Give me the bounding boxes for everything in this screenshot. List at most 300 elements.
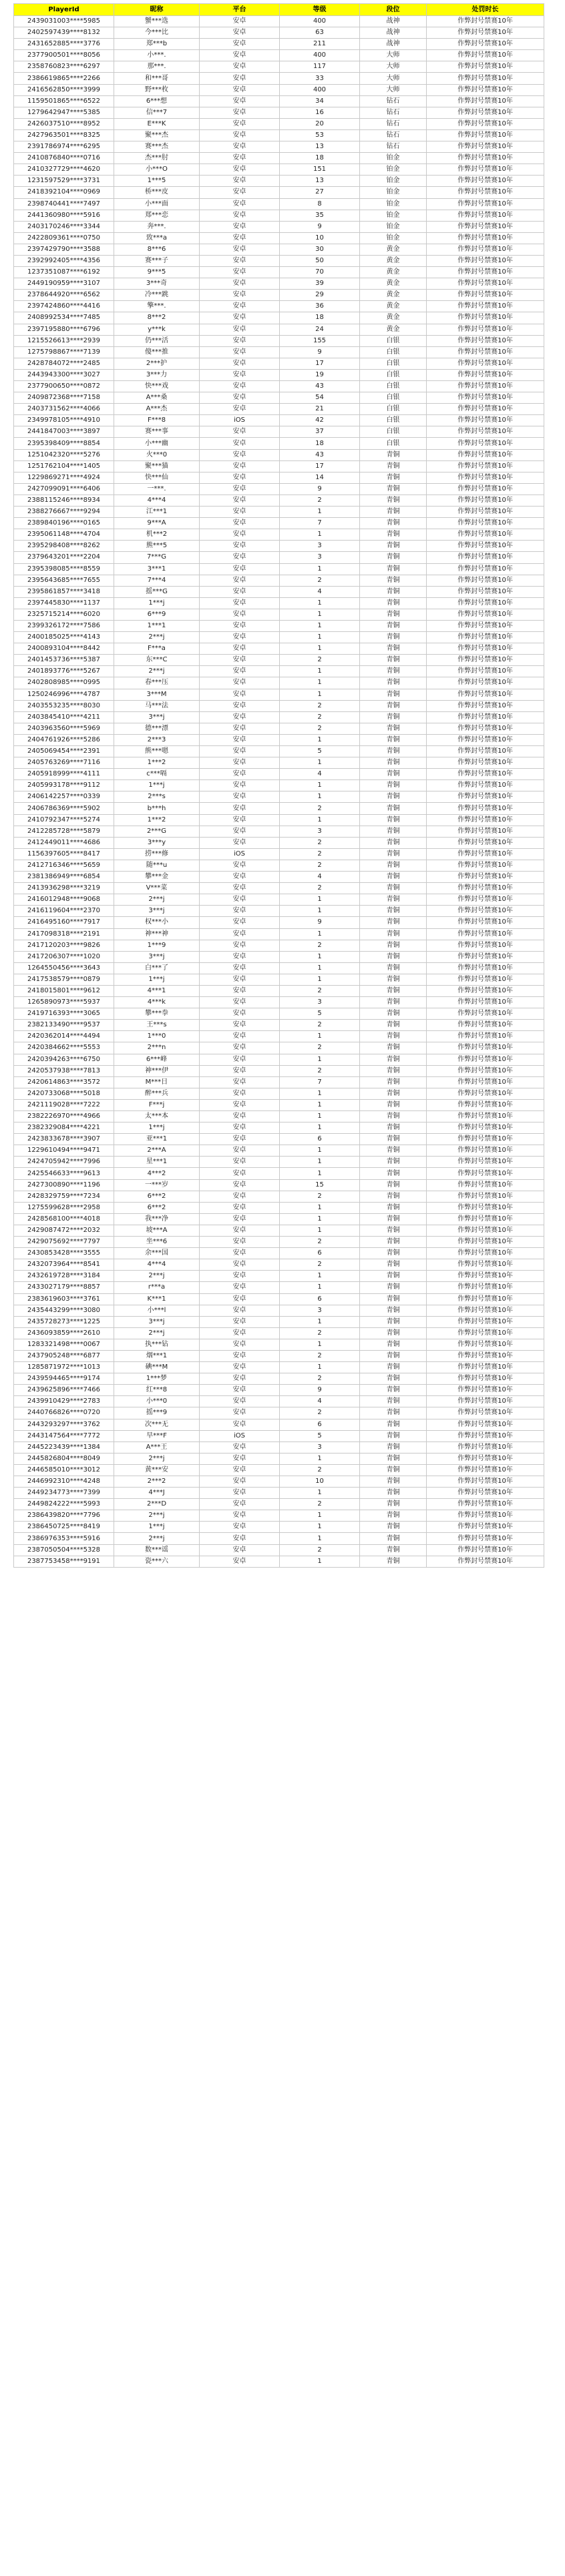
nickname-cell: 8***6 bbox=[114, 244, 200, 255]
player-id-cell: 2398740441****7497 bbox=[14, 198, 114, 210]
player-id-cell: 2449234773****7399 bbox=[14, 1488, 114, 1499]
nickname-cell: 3***1 bbox=[114, 563, 200, 575]
platform-cell: 安卓 bbox=[200, 711, 280, 723]
platform-cell: 安卓 bbox=[200, 1179, 280, 1191]
rank-cell: 青铜 bbox=[360, 906, 427, 917]
level-cell: 3 bbox=[280, 541, 360, 552]
platform-cell: 安卓 bbox=[200, 518, 280, 529]
table-row bbox=[14, 1407, 544, 1419]
platform-cell: 安卓 bbox=[200, 358, 280, 369]
player-id-cell: 2395643685****7655 bbox=[14, 575, 114, 586]
level-cell: 1 bbox=[280, 609, 360, 620]
platform-cell: 安卓 bbox=[200, 1042, 280, 1054]
header-rank: 段位 bbox=[360, 4, 427, 16]
rank-cell: 青铜 bbox=[360, 597, 427, 609]
nickname-cell: 2***A bbox=[114, 1145, 200, 1157]
platform-cell: 安卓 bbox=[200, 928, 280, 940]
player-id-cell: 2445826804****8049 bbox=[14, 1453, 114, 1464]
level-cell: 33 bbox=[280, 73, 360, 84]
table-row bbox=[14, 757, 544, 769]
level-cell: 34 bbox=[280, 95, 360, 107]
platform-cell: 安卓 bbox=[200, 129, 280, 141]
nickname-cell: V***菜 bbox=[114, 883, 200, 894]
penalty-cell: 作弊封号禁赛10年 bbox=[427, 369, 544, 380]
player-id-cell: 2405069454****2391 bbox=[14, 746, 114, 757]
player-id-cell: 2402808985****0995 bbox=[14, 677, 114, 689]
player-id-cell: 1215526613****2939 bbox=[14, 335, 114, 346]
platform-cell: 安卓 bbox=[200, 1488, 280, 1499]
player-id-cell: 2417120203****9826 bbox=[14, 940, 114, 951]
rank-cell: 青铜 bbox=[360, 1076, 427, 1088]
penalty-cell: 作弊封号禁赛10年 bbox=[427, 267, 544, 278]
rank-cell: 青铜 bbox=[360, 666, 427, 677]
rank-cell: 青铜 bbox=[360, 1213, 427, 1225]
platform-cell: 安卓 bbox=[200, 1259, 280, 1271]
rank-cell: 青铜 bbox=[360, 1054, 427, 1065]
penalty-cell: 作弊封号禁赛10年 bbox=[427, 1522, 544, 1533]
level-cell: 1 bbox=[280, 1556, 360, 1567]
nickname-cell: 3***j bbox=[114, 951, 200, 962]
penalty-cell: 作弊封号禁赛10年 bbox=[427, 1008, 544, 1020]
rank-cell: 青铜 bbox=[360, 655, 427, 666]
player-id-cell: 2395398085****8559 bbox=[14, 563, 114, 575]
platform-cell: 安卓 bbox=[200, 1191, 280, 1202]
nickname-cell: 次***无 bbox=[114, 1419, 200, 1430]
table-row bbox=[14, 711, 544, 723]
platform-cell: 安卓 bbox=[200, 1407, 280, 1419]
penalty-cell: 作弊封号禁赛10年 bbox=[427, 1111, 544, 1122]
rank-cell: 青铜 bbox=[360, 917, 427, 928]
rank-cell: 铂金 bbox=[360, 176, 427, 187]
table-row bbox=[14, 848, 544, 860]
platform-cell: 安卓 bbox=[200, 1350, 280, 1361]
penalty-cell: 作弊封号禁赛10年 bbox=[427, 1134, 544, 1145]
player-id-cell: 1250246996****4787 bbox=[14, 689, 114, 700]
level-cell: 43 bbox=[280, 449, 360, 460]
level-cell: 14 bbox=[280, 472, 360, 483]
penalty-cell: 作弊封号禁赛10年 bbox=[427, 541, 544, 552]
rank-cell: 铂金 bbox=[360, 198, 427, 210]
penalty-cell: 作弊封号禁赛10年 bbox=[427, 415, 544, 426]
platform-cell: 安卓 bbox=[200, 381, 280, 392]
player-id-cell: 1275599628****2958 bbox=[14, 1202, 114, 1213]
nickname-cell: 3***力 bbox=[114, 369, 200, 380]
platform-cell: 安卓 bbox=[200, 346, 280, 358]
level-cell: 24 bbox=[280, 324, 360, 335]
player-id-cell: 2412285728****5879 bbox=[14, 826, 114, 837]
level-cell: 3 bbox=[280, 1305, 360, 1316]
platform-cell: 安卓 bbox=[200, 1339, 280, 1350]
player-id-cell: 2403170246****3344 bbox=[14, 221, 114, 232]
rank-cell: 青铜 bbox=[360, 1396, 427, 1407]
platform-cell: 安卓 bbox=[200, 563, 280, 575]
table-row bbox=[14, 1510, 544, 1522]
nickname-cell: 红***8 bbox=[114, 1385, 200, 1396]
nickname-cell: 权***小 bbox=[114, 917, 200, 928]
player-id-cell: 2410876840****0716 bbox=[14, 153, 114, 164]
penalty-cell: 作弊封号禁赛10年 bbox=[427, 232, 544, 244]
platform-cell: 安卓 bbox=[200, 962, 280, 974]
platform-cell: 安卓 bbox=[200, 61, 280, 73]
level-cell: 53 bbox=[280, 129, 360, 141]
table-row bbox=[14, 791, 544, 803]
rank-cell: 青铜 bbox=[360, 1122, 427, 1134]
platform-cell: 安卓 bbox=[200, 1316, 280, 1327]
rank-cell: 青铜 bbox=[360, 814, 427, 826]
rank-cell: 白银 bbox=[360, 426, 427, 438]
table-row bbox=[14, 1544, 544, 1556]
nickname-cell: 小***l bbox=[114, 1305, 200, 1316]
nickname-cell: 春***压 bbox=[114, 677, 200, 689]
player-id-cell: 2427300890****1196 bbox=[14, 1179, 114, 1191]
penalty-cell: 作弊封号禁赛10年 bbox=[427, 1316, 544, 1327]
level-cell: 1 bbox=[280, 1157, 360, 1168]
penalty-cell: 作弊封号禁赛10年 bbox=[427, 460, 544, 472]
rank-cell: 青铜 bbox=[360, 723, 427, 734]
nickname-cell: 6***峰 bbox=[114, 1054, 200, 1065]
platform-cell: 安卓 bbox=[200, 232, 280, 244]
level-cell: 21 bbox=[280, 404, 360, 415]
player-id-cell: 2428568100****4018 bbox=[14, 1213, 114, 1225]
nickname-cell: 快***戏 bbox=[114, 381, 200, 392]
rank-cell: 黄金 bbox=[360, 267, 427, 278]
platform-cell: 安卓 bbox=[200, 1373, 280, 1385]
player-id-cell: 2386439820****7796 bbox=[14, 1510, 114, 1522]
player-id-cell: 2408992534****7485 bbox=[14, 312, 114, 324]
rank-cell: 大师 bbox=[360, 84, 427, 95]
platform-cell: 安卓 bbox=[200, 1385, 280, 1396]
level-cell: 2 bbox=[280, 700, 360, 711]
level-cell: 1 bbox=[280, 1168, 360, 1179]
penalty-cell: 作弊封号禁赛10年 bbox=[427, 381, 544, 392]
player-id-cell: 2432073964****8541 bbox=[14, 1259, 114, 1271]
penalty-cell: 作弊封号禁赛10年 bbox=[427, 951, 544, 962]
level-cell: 1 bbox=[280, 620, 360, 631]
nickname-cell: 1***j bbox=[114, 1122, 200, 1134]
rank-cell: 白银 bbox=[360, 358, 427, 369]
rank-cell: 青铜 bbox=[360, 1145, 427, 1157]
penalty-cell: 作弊封号禁赛10年 bbox=[427, 677, 544, 689]
player-id-cell: 2395061148****4704 bbox=[14, 529, 114, 541]
level-cell: 1 bbox=[280, 734, 360, 745]
player-id-cell: 2410327729****4620 bbox=[14, 164, 114, 176]
nickname-cell: F***j bbox=[114, 1099, 200, 1110]
table-row bbox=[14, 198, 544, 210]
rank-cell: 青铜 bbox=[360, 689, 427, 700]
rank-cell: 黄金 bbox=[360, 301, 427, 312]
nickname-cell: 2***j bbox=[114, 894, 200, 906]
penalty-cell: 作弊封号禁赛10年 bbox=[427, 255, 544, 266]
player-id-cell: 2416495160****7917 bbox=[14, 917, 114, 928]
player-id-cell: 2386976353****5916 bbox=[14, 1533, 114, 1544]
platform-cell: 安卓 bbox=[200, 392, 280, 404]
penalty-cell: 作弊封号禁赛10年 bbox=[427, 906, 544, 917]
table-row bbox=[14, 860, 544, 871]
level-cell: 1 bbox=[280, 814, 360, 826]
penalty-cell: 作弊封号禁赛10年 bbox=[427, 791, 544, 803]
rank-cell: 青铜 bbox=[360, 1339, 427, 1350]
rank-cell: 白银 bbox=[360, 415, 427, 426]
rank-cell: 战神 bbox=[360, 16, 427, 27]
platform-cell: 安卓 bbox=[200, 198, 280, 210]
penalty-cell: 作弊封号禁赛10年 bbox=[427, 883, 544, 894]
rank-cell: 青铜 bbox=[360, 1134, 427, 1145]
player-id-cell: 2435443299****3080 bbox=[14, 1305, 114, 1316]
player-id-cell: 1159501865****6522 bbox=[14, 95, 114, 107]
platform-cell: 安卓 bbox=[200, 495, 280, 506]
player-id-cell: 2388276667****9294 bbox=[14, 507, 114, 518]
table-row bbox=[14, 1464, 544, 1476]
player-id-cell: 2445223439****1384 bbox=[14, 1441, 114, 1453]
rank-cell: 青铜 bbox=[360, 848, 427, 860]
penalty-cell: 作弊封号禁赛10年 bbox=[427, 1248, 544, 1259]
table-row bbox=[14, 666, 544, 677]
table-row bbox=[14, 1020, 544, 1031]
nickname-cell: 6***2 bbox=[114, 1191, 200, 1202]
table-row bbox=[14, 164, 544, 176]
penalty-cell: 作弊封号禁赛10年 bbox=[427, 1099, 544, 1110]
penalty-cell: 作弊封号禁赛10年 bbox=[427, 278, 544, 290]
platform-cell: 安卓 bbox=[200, 1202, 280, 1213]
level-cell: 2 bbox=[280, 1259, 360, 1271]
nickname-cell: 擎***. bbox=[114, 301, 200, 312]
nickname-cell: 坐***6 bbox=[114, 1237, 200, 1248]
table-row bbox=[14, 1430, 544, 1441]
penalty-cell: 作弊封号禁赛10年 bbox=[427, 643, 544, 655]
penalty-cell: 作弊封号禁赛10年 bbox=[427, 734, 544, 745]
platform-cell: 安卓 bbox=[200, 1248, 280, 1259]
platform-cell: 安卓 bbox=[200, 826, 280, 837]
rank-cell: 青铜 bbox=[360, 1237, 427, 1248]
player-id-cell: 2395861857****3418 bbox=[14, 586, 114, 597]
player-id-cell: 2402597439****8132 bbox=[14, 27, 114, 39]
nickname-cell: 快***仙 bbox=[114, 472, 200, 483]
rank-cell: 青铜 bbox=[360, 1430, 427, 1441]
table-row bbox=[14, 335, 544, 346]
player-id-cell: 2428329759****7234 bbox=[14, 1191, 114, 1202]
player-id-cell: 2437905248****6877 bbox=[14, 1350, 114, 1361]
penalty-cell: 作弊封号禁赛10年 bbox=[427, 985, 544, 996]
platform-cell: 安卓 bbox=[200, 1556, 280, 1567]
player-id-cell: 2392992405****4356 bbox=[14, 255, 114, 266]
level-cell: 13 bbox=[280, 176, 360, 187]
platform-cell: 安卓 bbox=[200, 324, 280, 335]
nickname-cell: 冷***跳 bbox=[114, 290, 200, 301]
nickname-cell: 郑***b bbox=[114, 39, 200, 50]
nickname-cell: 今***比 bbox=[114, 27, 200, 39]
table-row bbox=[14, 677, 544, 689]
table-row bbox=[14, 723, 544, 734]
rank-cell: 青铜 bbox=[360, 552, 427, 563]
penalty-cell: 作弊封号禁赛10年 bbox=[427, 164, 544, 176]
table-row bbox=[14, 883, 544, 894]
nickname-cell: 聚***猫 bbox=[114, 460, 200, 472]
level-cell: 42 bbox=[280, 415, 360, 426]
rank-cell: 大师 bbox=[360, 73, 427, 84]
platform-cell: 安卓 bbox=[200, 472, 280, 483]
rank-cell: 青铜 bbox=[360, 483, 427, 495]
level-cell: 18 bbox=[280, 312, 360, 324]
table-row bbox=[14, 575, 544, 586]
player-id-cell: 2430853428****3555 bbox=[14, 1248, 114, 1259]
rank-cell: 青铜 bbox=[360, 1441, 427, 1453]
table-row bbox=[14, 655, 544, 666]
nickname-cell: 2***j bbox=[114, 1453, 200, 1464]
level-cell: 2 bbox=[280, 1327, 360, 1339]
level-cell: 7 bbox=[280, 518, 360, 529]
player-id-cell: 2439625896****7466 bbox=[14, 1385, 114, 1396]
player-id-cell: 2439594465****9174 bbox=[14, 1373, 114, 1385]
player-id-cell: 2443943300****3027 bbox=[14, 369, 114, 380]
table-row bbox=[14, 107, 544, 118]
rank-cell: 青铜 bbox=[360, 1202, 427, 1213]
level-cell: 1 bbox=[280, 1202, 360, 1213]
table-row bbox=[14, 837, 544, 848]
nickname-cell: 信***7 bbox=[114, 107, 200, 118]
table-row bbox=[14, 1453, 544, 1464]
level-cell: 1 bbox=[280, 1145, 360, 1157]
level-cell: 151 bbox=[280, 164, 360, 176]
level-cell: 2 bbox=[280, 1499, 360, 1510]
rank-cell: 青铜 bbox=[360, 826, 427, 837]
table-row bbox=[14, 780, 544, 791]
penalty-cell: 作弊封号禁赛10年 bbox=[427, 757, 544, 769]
player-id-cell: 2439910429****2783 bbox=[14, 1396, 114, 1407]
platform-cell: 安卓 bbox=[200, 449, 280, 460]
nickname-cell: 4***2 bbox=[114, 1168, 200, 1179]
penalty-cell: 作弊封号禁赛10年 bbox=[427, 346, 544, 358]
penalty-cell: 作弊封号禁赛10年 bbox=[427, 426, 544, 438]
penalty-cell: 作弊封号禁赛10年 bbox=[427, 1237, 544, 1248]
penalty-cell: 作弊封号禁赛10年 bbox=[427, 837, 544, 848]
nickname-cell: 1***梦 bbox=[114, 1373, 200, 1385]
rank-cell: 青铜 bbox=[360, 1248, 427, 1259]
nickname-cell: 江***1 bbox=[114, 507, 200, 518]
rank-cell: 铂金 bbox=[360, 210, 427, 221]
penalty-cell: 作弊封号禁赛10年 bbox=[427, 769, 544, 780]
platform-cell: 安卓 bbox=[200, 16, 280, 27]
nickname-cell: 1***9 bbox=[114, 940, 200, 951]
penalty-cell: 作弊封号禁赛10年 bbox=[427, 632, 544, 643]
player-id-cell: 2397424860****4416 bbox=[14, 301, 114, 312]
player-id-cell: 2435728273****1225 bbox=[14, 1316, 114, 1327]
rank-cell: 白银 bbox=[360, 346, 427, 358]
nickname-cell: 2***j bbox=[114, 632, 200, 643]
table-row bbox=[14, 1556, 544, 1567]
table-row bbox=[14, 1054, 544, 1065]
penalty-cell: 作弊封号禁赛10年 bbox=[427, 438, 544, 449]
level-cell: 17 bbox=[280, 358, 360, 369]
platform-cell: 安卓 bbox=[200, 757, 280, 769]
rank-cell: 战神 bbox=[360, 27, 427, 39]
nickname-cell: 黄***安 bbox=[114, 1464, 200, 1476]
platform-cell: 安卓 bbox=[200, 290, 280, 301]
player-id-cell: 2413936298****3219 bbox=[14, 883, 114, 894]
rank-cell: 铂金 bbox=[360, 153, 427, 164]
nickname-cell: 醉***兵 bbox=[114, 1088, 200, 1099]
nickname-cell: 一***. bbox=[114, 483, 200, 495]
penalty-cell: 作弊封号禁赛10年 bbox=[427, 894, 544, 906]
rank-cell: 白银 bbox=[360, 381, 427, 392]
nickname-cell: 德***漂 bbox=[114, 723, 200, 734]
penalty-cell: 作弊封号禁赛10年 bbox=[427, 575, 544, 586]
table-row bbox=[14, 267, 544, 278]
platform-cell: 安卓 bbox=[200, 1544, 280, 1556]
table-row bbox=[14, 61, 544, 73]
rank-cell: 青铜 bbox=[360, 1316, 427, 1327]
level-cell: 1 bbox=[280, 962, 360, 974]
table-row bbox=[14, 1111, 544, 1122]
platform-cell: 安卓 bbox=[200, 1088, 280, 1099]
penalty-cell: 作弊封号禁赛10年 bbox=[427, 1042, 544, 1054]
level-cell: 7 bbox=[280, 1076, 360, 1088]
player-id-cell: 1264550456****3643 bbox=[14, 962, 114, 974]
penalty-cell: 作弊封号禁赛10年 bbox=[427, 27, 544, 39]
penalty-cell: 作弊封号禁赛10年 bbox=[427, 1476, 544, 1488]
rank-cell: 青铜 bbox=[360, 1453, 427, 1464]
platform-cell: 安卓 bbox=[200, 507, 280, 518]
platform-cell: iOS bbox=[200, 415, 280, 426]
rank-cell: 青铜 bbox=[360, 1350, 427, 1361]
penalty-cell: 作弊封号禁赛10年 bbox=[427, 312, 544, 324]
nickname-cell: 4***4 bbox=[114, 495, 200, 506]
rank-cell: 黄金 bbox=[360, 255, 427, 266]
penalty-cell: 作弊封号禁赛10年 bbox=[427, 962, 544, 974]
penalty-cell: 作弊封号禁赛10年 bbox=[427, 872, 544, 883]
rank-cell: 黄金 bbox=[360, 312, 427, 324]
nickname-cell: 仍***活 bbox=[114, 335, 200, 346]
table-row bbox=[14, 1476, 544, 1488]
nickname-cell: 郑***恋 bbox=[114, 210, 200, 221]
level-cell: 4 bbox=[280, 1396, 360, 1407]
penalty-cell: 作弊封号禁赛10年 bbox=[427, 1362, 544, 1373]
player-id-cell: 2387050504****5328 bbox=[14, 1544, 114, 1556]
nickname-cell: 4***4 bbox=[114, 1259, 200, 1271]
rank-cell: 青铜 bbox=[360, 575, 427, 586]
level-cell: 10 bbox=[280, 232, 360, 244]
platform-cell: 安卓 bbox=[200, 643, 280, 655]
penalty-cell: 作弊封号禁赛10年 bbox=[427, 221, 544, 232]
penalty-cell: 作弊封号禁赛10年 bbox=[427, 16, 544, 27]
platform-cell: 安卓 bbox=[200, 1441, 280, 1453]
rank-cell: 白银 bbox=[360, 404, 427, 415]
table-row bbox=[14, 609, 544, 620]
penalty-cell: 作弊封号禁赛10年 bbox=[427, 1168, 544, 1179]
penalty-cell: 作弊封号禁赛10年 bbox=[427, 974, 544, 985]
platform-cell: 安卓 bbox=[200, 1476, 280, 1488]
nickname-cell: 一***岁 bbox=[114, 1179, 200, 1191]
level-cell: 1 bbox=[280, 906, 360, 917]
player-id-cell: 2431652885****3776 bbox=[14, 39, 114, 50]
nickname-cell: 4***k bbox=[114, 997, 200, 1008]
level-cell: 3 bbox=[280, 826, 360, 837]
table-row bbox=[14, 255, 544, 266]
nickname-cell: 小***O bbox=[114, 164, 200, 176]
platform-cell: 安卓 bbox=[200, 278, 280, 290]
penalty-cell: 作弊封号禁赛10年 bbox=[427, 1407, 544, 1419]
player-id-cell: 2358760823****6297 bbox=[14, 61, 114, 73]
rank-cell: 青铜 bbox=[360, 609, 427, 620]
player-id-cell: 1279642947****5385 bbox=[14, 107, 114, 118]
player-id-cell: 1156397605****8417 bbox=[14, 848, 114, 860]
player-id-cell: 1265890973****5937 bbox=[14, 997, 114, 1008]
platform-cell: 安卓 bbox=[200, 1327, 280, 1339]
table-row bbox=[14, 814, 544, 826]
nickname-cell: 4***1 bbox=[114, 985, 200, 996]
penalty-cell: 作弊封号禁赛10年 bbox=[427, 1088, 544, 1099]
table-row bbox=[14, 278, 544, 290]
table-row bbox=[14, 1282, 544, 1293]
